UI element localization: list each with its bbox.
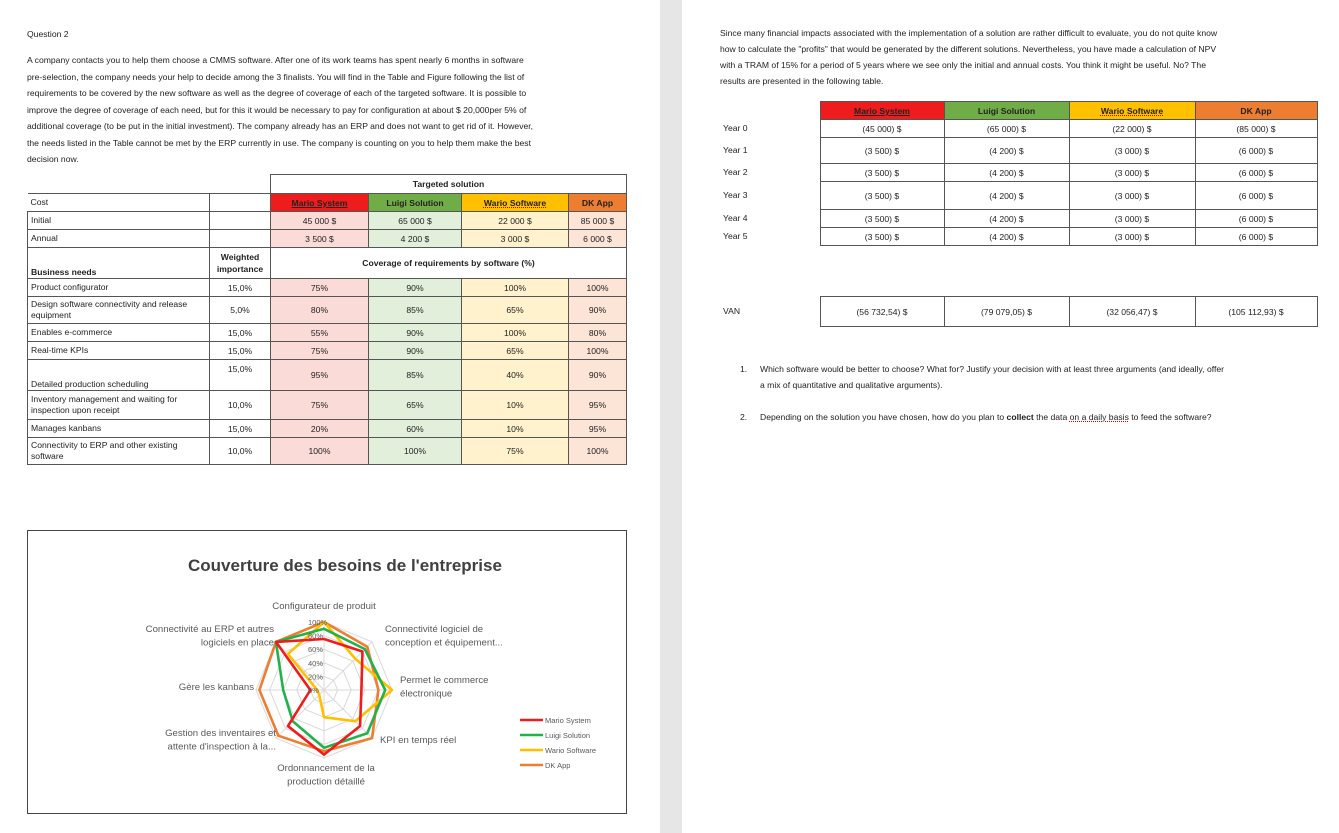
table-cell: 3 000 $ bbox=[462, 230, 569, 248]
table-cell: 100% bbox=[569, 438, 627, 465]
legend-label: Wario Software bbox=[545, 746, 596, 755]
npv-intro-line: Since many financial impacts associated with the implementation of a solution are rather difficult to evaluate, you do not quite know bbox=[720, 28, 1218, 38]
table-cell: (32 056,47) $ bbox=[1069, 297, 1195, 327]
question-title: Question 2 bbox=[27, 29, 69, 39]
initial-row bbox=[28, 212, 627, 230]
need-label: Product configurator bbox=[28, 279, 210, 297]
table-cell: 90% bbox=[569, 297, 627, 324]
targeted-solution-header: Targeted solution bbox=[271, 175, 627, 194]
solution-mario: Mario System bbox=[271, 194, 369, 212]
need-weight: 15,0% bbox=[210, 324, 271, 342]
year-row bbox=[720, 182, 1317, 210]
table-cell: 75% bbox=[271, 279, 369, 297]
table-cell: (3 500) $ bbox=[820, 182, 944, 210]
need-weight: 10,0% bbox=[210, 391, 271, 420]
annual-row bbox=[28, 230, 627, 248]
table-cell: (4 200) $ bbox=[944, 210, 1069, 228]
table-cell: (3 500) $ bbox=[820, 138, 944, 164]
need-weight: 15,0% bbox=[210, 360, 271, 391]
tick-label: 80% bbox=[308, 631, 324, 641]
tick-label: 40% bbox=[308, 658, 324, 668]
annual-label: Annual bbox=[28, 230, 210, 248]
table-cell: (3 000) $ bbox=[1069, 228, 1195, 246]
solution-dk: DK App bbox=[1195, 102, 1317, 120]
need-weight: 15,0% bbox=[210, 420, 271, 438]
table-cell: 95% bbox=[569, 391, 627, 420]
need-label: Connectivity to ERP and other existing software bbox=[28, 438, 210, 465]
table-cell: (22 000) $ bbox=[1069, 120, 1195, 138]
need-weight: 5,0% bbox=[210, 297, 271, 324]
intro-line: requirements to be covered by the new software as well as the degree of coverage of each of the targeted software. It is possible to bbox=[27, 88, 527, 98]
question-1-line: Which software would be better to choose? What for? Justify your decision with at least three arguments (and ideally, offer bbox=[760, 364, 1224, 374]
table-cell: 6 000 $ bbox=[569, 230, 627, 248]
npv-intro-line: with a TRAM of 15% for a period of 5 years where we see only the initial and annual costs. You think it might be useful. No? The bbox=[720, 60, 1206, 70]
table-cell: 80% bbox=[569, 324, 627, 342]
needs-header-row bbox=[28, 248, 627, 279]
need-label: Design software connectivity and release equipment bbox=[28, 297, 210, 324]
radar-chart-svg bbox=[28, 531, 626, 813]
year-row bbox=[720, 210, 1317, 228]
npv-header-row bbox=[720, 102, 1317, 120]
year-row bbox=[720, 120, 1317, 138]
axis-label: Gère les kanbans bbox=[178, 682, 254, 693]
need-weight: 15,0% bbox=[210, 342, 271, 360]
question-2-text: Depending on the solution you have chosen, how do you plan to collect the data on a daily basis to feed the software? bbox=[760, 412, 1212, 422]
table-cell: 90% bbox=[369, 324, 462, 342]
table-cell: 85% bbox=[369, 360, 462, 391]
table-cell: 95% bbox=[271, 360, 369, 391]
table-cell: 80% bbox=[271, 297, 369, 324]
table-row bbox=[28, 342, 627, 360]
table-cell: (3 500) $ bbox=[820, 164, 944, 182]
table-cell: 85 000 $ bbox=[569, 212, 627, 230]
year-label: Year 3 bbox=[723, 190, 748, 200]
table-cell: (6 000) $ bbox=[1195, 182, 1317, 210]
coverage-header: Coverage of requirements by software (%) bbox=[271, 248, 627, 279]
table-cell: 100% bbox=[462, 324, 569, 342]
table-cell: 60% bbox=[369, 420, 462, 438]
year-label: Year 4 bbox=[723, 213, 748, 223]
table-cell: (4 200) $ bbox=[944, 138, 1069, 164]
table-row bbox=[28, 420, 627, 438]
intro-line: A company contacts you to help them choose a CMMS software. After one of its work teams has spent nearly 6 months in software bbox=[27, 55, 524, 65]
initial-label: Initial bbox=[28, 212, 210, 230]
table-cell: 22 000 $ bbox=[462, 212, 569, 230]
need-label: Enables e-commerce bbox=[28, 324, 210, 342]
solution-dk: DK App bbox=[569, 194, 627, 212]
intro-line: pre-selection, the company needs your help to decide among the 3 finalists. You will find in the Table and Figure following the list of bbox=[27, 71, 525, 82]
tick-label: 60% bbox=[308, 645, 324, 655]
table-cell: (3 000) $ bbox=[1069, 138, 1195, 164]
table-cell: (85 000) $ bbox=[1195, 120, 1317, 138]
table-cell: (6 000) $ bbox=[1195, 210, 1317, 228]
table-cell: 75% bbox=[462, 438, 569, 465]
table-cell: (45 000) $ bbox=[820, 120, 944, 138]
table-header-row bbox=[28, 175, 627, 194]
table-cell: (65 000) $ bbox=[944, 120, 1069, 138]
table-cell: 85% bbox=[369, 297, 462, 324]
tick-label: 100% bbox=[308, 618, 328, 627]
year-row bbox=[720, 164, 1317, 182]
need-weight: 15,0% bbox=[210, 279, 271, 297]
axis-label: Connectivité logiciel de conception et équipement... bbox=[385, 624, 503, 649]
need-label: Detailed production scheduling bbox=[28, 360, 210, 391]
intro-line: additional coverage (to be put in the initial investment). The company already has an ERP and does not want to get rid of it. However, bbox=[27, 121, 534, 131]
intro-line: improve the degree of coverage of each need, but for this it would be necessary to pay for configuration at about $ 20,000per 5% of bbox=[27, 104, 527, 115]
table-cell: (3 000) $ bbox=[1069, 210, 1195, 228]
van-label: VAN bbox=[723, 306, 741, 316]
year-row bbox=[720, 138, 1317, 164]
table-cell: (4 200) $ bbox=[944, 182, 1069, 210]
axis-label: Ordonnancement de la production détaillé bbox=[277, 763, 375, 788]
table-cell: 100% bbox=[271, 438, 369, 465]
table-cell: 100% bbox=[569, 342, 627, 360]
need-label: Real-time KPIs bbox=[28, 342, 210, 360]
axis-label: KPI en temps réel bbox=[380, 735, 457, 746]
table-cell: 75% bbox=[271, 391, 369, 420]
table-cell: 75% bbox=[271, 342, 369, 360]
table-cell: (4 200) $ bbox=[944, 164, 1069, 182]
cost-row bbox=[28, 194, 627, 212]
npv-intro-line: results are presented in the following table. bbox=[720, 76, 884, 86]
npv-intro-line: how to calculate the "profits" that would be generated by the different solutions. Nevertheless, you have made a calculation of NPV bbox=[720, 44, 1217, 54]
table-cell: 55% bbox=[271, 324, 369, 342]
table-cell: 90% bbox=[369, 279, 462, 297]
table-cell: (3 000) $ bbox=[1069, 164, 1195, 182]
axis-label: Connectivité au ERP et autres logiciels en place bbox=[145, 624, 274, 649]
solution-luigi: Luigi Solution bbox=[944, 102, 1069, 120]
requirements-table bbox=[27, 174, 627, 465]
table-cell: 100% bbox=[369, 438, 462, 465]
solution-mario: Mario System bbox=[820, 102, 944, 120]
table-row bbox=[28, 438, 627, 465]
table-cell: 100% bbox=[569, 279, 627, 297]
business-needs-label: Business needs bbox=[28, 248, 210, 279]
year-row bbox=[720, 228, 1317, 246]
table-cell: 40% bbox=[462, 360, 569, 391]
need-weight: 10,0% bbox=[210, 438, 271, 465]
question-2-number: 2. bbox=[740, 412, 748, 422]
table-cell: 45 000 $ bbox=[271, 212, 369, 230]
year-label: Year 2 bbox=[723, 167, 748, 177]
table-cell: (6 000) $ bbox=[1195, 164, 1317, 182]
weighted-importance-header: Weighted importance bbox=[210, 248, 271, 279]
chart-title: Couverture des besoins de l'entreprise bbox=[188, 556, 502, 575]
table-cell: 10% bbox=[462, 420, 569, 438]
table-cell: (4 200) $ bbox=[944, 228, 1069, 246]
npv-table bbox=[720, 101, 1318, 246]
table-cell: 90% bbox=[369, 342, 462, 360]
van-row bbox=[720, 297, 1317, 327]
tick-label: 20% bbox=[308, 672, 324, 682]
axis-label: Configurateur de produit bbox=[272, 601, 376, 612]
table-cell: 10% bbox=[462, 391, 569, 420]
table-cell: 3 500 $ bbox=[271, 230, 369, 248]
table-cell: (79 079,05) $ bbox=[944, 297, 1069, 327]
left-page bbox=[0, 0, 660, 833]
right-page bbox=[682, 0, 1339, 833]
legend-label: Mario System bbox=[545, 716, 591, 725]
solution-luigi: Luigi Solution bbox=[369, 194, 462, 212]
table-row bbox=[28, 360, 627, 391]
legend-label: Luigi Solution bbox=[545, 731, 591, 740]
question-1-line: a mix of quantitative and qualitative arguments). bbox=[760, 380, 943, 390]
table-cell: (6 000) $ bbox=[1195, 228, 1317, 246]
table-cell: (6 000) $ bbox=[1195, 138, 1317, 164]
van-table bbox=[720, 296, 1318, 327]
table-cell: (56 732,54) $ bbox=[820, 297, 944, 327]
axis-label: Permet le commerce électronique bbox=[400, 675, 489, 700]
table-cell: 20% bbox=[271, 420, 369, 438]
tick-label: 0% bbox=[308, 686, 319, 695]
legend-label: DK App bbox=[545, 761, 571, 770]
table-cell: 90% bbox=[569, 360, 627, 391]
table-cell: 65% bbox=[462, 297, 569, 324]
table-cell: (105 112,93) $ bbox=[1195, 297, 1317, 327]
intro-line: decision now. bbox=[27, 154, 79, 164]
year-label: Year 5 bbox=[723, 231, 748, 241]
table-cell: (3 500) $ bbox=[820, 228, 944, 246]
table-cell: 65% bbox=[369, 391, 462, 420]
table-cell: (3 500) $ bbox=[820, 210, 944, 228]
table-cell: (3 000) $ bbox=[1069, 182, 1195, 210]
table-cell: 100% bbox=[462, 279, 569, 297]
need-label: Inventory management and waiting for inspection upon receipt bbox=[28, 391, 210, 420]
cost-label: Cost bbox=[28, 194, 210, 212]
table-row bbox=[28, 297, 627, 324]
year-label: Year 1 bbox=[723, 145, 748, 155]
table-cell: 65% bbox=[462, 342, 569, 360]
solution-wario: Wario Software bbox=[462, 194, 569, 212]
table-cell: 65 000 $ bbox=[369, 212, 462, 230]
table-cell: 95% bbox=[569, 420, 627, 438]
solution-wario: Wario Software bbox=[1069, 102, 1195, 120]
table-row bbox=[28, 279, 627, 297]
question-1-number: 1. bbox=[740, 364, 748, 374]
table-cell: 4 200 $ bbox=[369, 230, 462, 248]
year-label: Year 0 bbox=[723, 123, 748, 133]
intro-line: the needs listed in the Table cannot be met by the ERP currently in use. The company is counting on you to help them make the best bbox=[27, 137, 531, 148]
radar-chart bbox=[27, 530, 627, 814]
table-row bbox=[28, 324, 627, 342]
table-row bbox=[28, 391, 627, 420]
axis-label: Gestion des inventaires et attente d'inspection à la... bbox=[165, 728, 276, 753]
need-label: Manages kanbans bbox=[28, 420, 210, 438]
